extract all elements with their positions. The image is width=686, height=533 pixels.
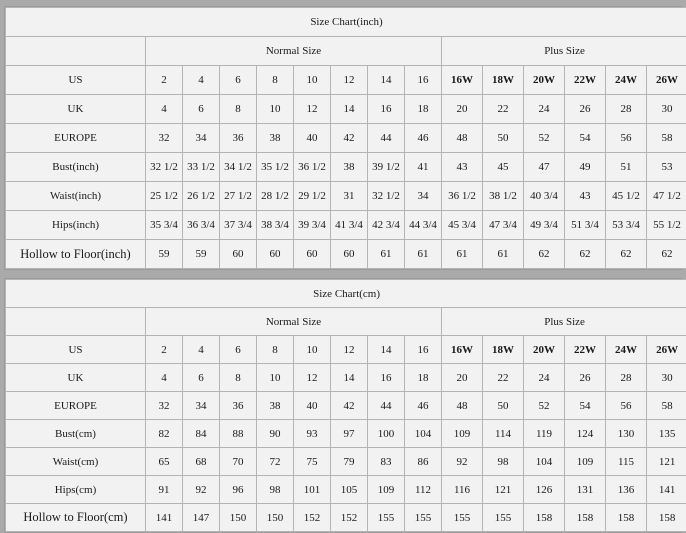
- cell: 38 3/4: [257, 211, 294, 240]
- cell: 86: [405, 448, 442, 476]
- cell: 26W: [647, 66, 686, 95]
- cell: 40 3/4: [524, 182, 565, 211]
- table-row: [6, 364, 686, 392]
- row-label: Waist(cm): [6, 448, 146, 476]
- cell: 33 1/2: [183, 153, 220, 182]
- row-label: Hollow to Floor(cm): [6, 504, 146, 532]
- cell: 26: [565, 364, 606, 392]
- cell: 50: [483, 124, 524, 153]
- cell: 60: [294, 240, 331, 269]
- cell: 96: [220, 476, 257, 504]
- cell: 52: [524, 392, 565, 420]
- cell: 31: [331, 182, 368, 211]
- cell: 51: [606, 153, 647, 182]
- cell: 4: [146, 364, 183, 392]
- cell: 152: [331, 504, 368, 532]
- table-row: [6, 211, 686, 240]
- cell: 136: [606, 476, 647, 504]
- cell: 20W: [524, 336, 565, 364]
- table-row: [6, 420, 686, 448]
- row-label: UK: [6, 95, 146, 124]
- cell: 22: [483, 95, 524, 124]
- cell: 82: [146, 420, 183, 448]
- cell: 114: [483, 420, 524, 448]
- table-row: [6, 504, 686, 532]
- cell: 91: [146, 476, 183, 504]
- cell: 84: [183, 420, 220, 448]
- table-row-title: [6, 8, 686, 37]
- group-header-normal: Normal Size: [146, 308, 442, 336]
- cell: 119: [524, 420, 565, 448]
- cell: 47 3/4: [483, 211, 524, 240]
- cell: 46: [405, 124, 442, 153]
- cell: 18W: [483, 66, 524, 95]
- cell: 109: [368, 476, 405, 504]
- table-row: [6, 240, 686, 269]
- cell: 59: [183, 240, 220, 269]
- cell: 43: [442, 153, 483, 182]
- cell: 29 1/2: [294, 182, 331, 211]
- cell: 4: [183, 336, 220, 364]
- cell: 130: [606, 420, 647, 448]
- cell: 105: [331, 476, 368, 504]
- cell: 16W: [442, 66, 483, 95]
- cell: 104: [524, 448, 565, 476]
- cell: 28: [606, 364, 647, 392]
- cell: 46: [405, 392, 442, 420]
- cell: 18: [405, 95, 442, 124]
- cell: 36 1/2: [294, 153, 331, 182]
- table-row: [6, 95, 686, 124]
- cell: 155: [368, 504, 405, 532]
- size-chart-inch-table: [5, 7, 686, 269]
- cell: 53: [647, 153, 686, 182]
- cell: 26: [565, 95, 606, 124]
- cell: 28: [606, 95, 647, 124]
- corner-cell: [6, 37, 146, 66]
- cell: 100: [368, 420, 405, 448]
- chart-title: Size Chart(inch): [6, 8, 686, 37]
- cell: 40: [294, 392, 331, 420]
- table-row-title: [6, 280, 686, 308]
- cell: 22W: [565, 336, 606, 364]
- cell: 48: [442, 124, 483, 153]
- cell: 135: [647, 420, 686, 448]
- cell: 20W: [524, 66, 565, 95]
- cell: 79: [331, 448, 368, 476]
- cell: 32: [146, 392, 183, 420]
- cell: 155: [483, 504, 524, 532]
- cell: 47: [524, 153, 565, 182]
- cell: 12: [294, 364, 331, 392]
- cell: 121: [647, 448, 686, 476]
- cell: 14: [331, 364, 368, 392]
- cell: 16: [368, 364, 405, 392]
- cell: 30: [647, 364, 686, 392]
- cell: 34 1/2: [220, 153, 257, 182]
- cell: 59: [146, 240, 183, 269]
- cell: 141: [647, 476, 686, 504]
- cell: 28 1/2: [257, 182, 294, 211]
- cell: 36: [220, 392, 257, 420]
- cell: 40: [294, 124, 331, 153]
- cell: 34: [183, 124, 220, 153]
- cell: 6: [183, 95, 220, 124]
- table-row: [6, 476, 686, 504]
- row-label: Hips(inch): [6, 211, 146, 240]
- cell: 34: [405, 182, 442, 211]
- cell: 101: [294, 476, 331, 504]
- cell: 36 3/4: [183, 211, 220, 240]
- cell: 45 1/2: [606, 182, 647, 211]
- cell: 10: [257, 364, 294, 392]
- cell: 126: [524, 476, 565, 504]
- cell: 42: [331, 124, 368, 153]
- cell: 18: [405, 364, 442, 392]
- cell: 36 1/2: [442, 182, 483, 211]
- cell: 53 3/4: [606, 211, 647, 240]
- cell: 56: [606, 392, 647, 420]
- cell: 24W: [606, 336, 647, 364]
- cell: 37 3/4: [220, 211, 257, 240]
- cell: 41 3/4: [331, 211, 368, 240]
- cell: 54: [565, 124, 606, 153]
- table-row: [6, 182, 686, 211]
- cell: 24: [524, 364, 565, 392]
- cell: 38 1/2: [483, 182, 524, 211]
- cell: 39 3/4: [294, 211, 331, 240]
- cell: 12: [294, 95, 331, 124]
- cell: 61: [483, 240, 524, 269]
- cell: 10: [257, 95, 294, 124]
- cell: 155: [442, 504, 483, 532]
- cell: 14: [368, 66, 405, 95]
- cell: 112: [405, 476, 442, 504]
- cell: 50: [483, 392, 524, 420]
- cell: 16: [405, 336, 442, 364]
- cell: 4: [183, 66, 220, 95]
- cell: 16: [405, 66, 442, 95]
- cell: 104: [405, 420, 442, 448]
- cell: 61: [368, 240, 405, 269]
- row-label: Hips(cm): [6, 476, 146, 504]
- row-label: UK: [6, 364, 146, 392]
- cell: 92: [183, 476, 220, 504]
- cell: 35 3/4: [146, 211, 183, 240]
- cell: 55 1/2: [647, 211, 686, 240]
- cell: 45: [483, 153, 524, 182]
- cell: 62: [524, 240, 565, 269]
- cell: 8: [257, 336, 294, 364]
- row-label: Hollow to Floor(inch): [6, 240, 146, 269]
- cell: 68: [183, 448, 220, 476]
- cell: 39 1/2: [368, 153, 405, 182]
- cell: 32 1/2: [368, 182, 405, 211]
- cell: 93: [294, 420, 331, 448]
- group-header-plus: Plus Size: [442, 308, 686, 336]
- cell: 12: [331, 336, 368, 364]
- cell: 14: [331, 95, 368, 124]
- row-label: Bust(cm): [6, 420, 146, 448]
- cell: 70: [220, 448, 257, 476]
- cell: 8: [220, 364, 257, 392]
- row-label: EUROPE: [6, 124, 146, 153]
- cell: 131: [565, 476, 606, 504]
- cell: 32: [146, 124, 183, 153]
- cell: 62: [647, 240, 686, 269]
- row-label: EUROPE: [6, 392, 146, 420]
- cell: 88: [220, 420, 257, 448]
- chart-title: Size Chart(cm): [6, 280, 686, 308]
- cell: 109: [442, 420, 483, 448]
- cell: 58: [647, 124, 686, 153]
- cell: 42 3/4: [368, 211, 405, 240]
- cell: 60: [220, 240, 257, 269]
- cell: 30: [647, 95, 686, 124]
- cell: 62: [606, 240, 647, 269]
- cell: 124: [565, 420, 606, 448]
- cell: 47 1/2: [647, 182, 686, 211]
- cell: 90: [257, 420, 294, 448]
- cell: 61: [405, 240, 442, 269]
- size-chart-cm: [4, 278, 682, 533]
- cell: 155: [405, 504, 442, 532]
- cell: 147: [183, 504, 220, 532]
- cell: 45 3/4: [442, 211, 483, 240]
- cell: 26 1/2: [183, 182, 220, 211]
- cell: 49: [565, 153, 606, 182]
- table-row: [6, 336, 686, 364]
- cell: 51 3/4: [565, 211, 606, 240]
- table-row: [6, 66, 686, 95]
- cell: 26W: [647, 336, 686, 364]
- table-row-group-headers: [6, 308, 686, 336]
- cell: 10: [294, 66, 331, 95]
- cell: 22W: [565, 66, 606, 95]
- cell: 97: [331, 420, 368, 448]
- table-row: [6, 448, 686, 476]
- row-label: Bust(inch): [6, 153, 146, 182]
- cell: 158: [647, 504, 686, 532]
- cell: 6: [220, 66, 257, 95]
- cell: 12: [331, 66, 368, 95]
- cell: 152: [294, 504, 331, 532]
- cell: 158: [565, 504, 606, 532]
- cell: 116: [442, 476, 483, 504]
- cell: 49 3/4: [524, 211, 565, 240]
- cell: 22: [483, 364, 524, 392]
- cell: 14: [368, 336, 405, 364]
- cell: 20: [442, 95, 483, 124]
- cell: 24W: [606, 66, 647, 95]
- cell: 38: [331, 153, 368, 182]
- table-row: [6, 153, 686, 182]
- row-label: US: [6, 66, 146, 95]
- cell: 41: [405, 153, 442, 182]
- table-row: [6, 124, 686, 153]
- cell: 27 1/2: [220, 182, 257, 211]
- cell: 2: [146, 66, 183, 95]
- group-header-normal: Normal Size: [146, 37, 442, 66]
- cell: 42: [331, 392, 368, 420]
- cell: 83: [368, 448, 405, 476]
- group-header-plus: Plus Size: [442, 37, 686, 66]
- cell: 20: [442, 364, 483, 392]
- cell: 44: [368, 392, 405, 420]
- cell: 32 1/2: [146, 153, 183, 182]
- row-label: Waist(inch): [6, 182, 146, 211]
- cell: 98: [257, 476, 294, 504]
- cell: 158: [606, 504, 647, 532]
- cell: 60: [257, 240, 294, 269]
- cell: 38: [257, 124, 294, 153]
- cell: 2: [146, 336, 183, 364]
- size-chart-inch: [4, 6, 682, 270]
- cell: 115: [606, 448, 647, 476]
- table-row: [6, 392, 686, 420]
- cell: 6: [183, 364, 220, 392]
- size-chart-cm-table: [5, 279, 686, 532]
- cell: 34: [183, 392, 220, 420]
- cell: 58: [647, 392, 686, 420]
- cell: 38: [257, 392, 294, 420]
- cell: 24: [524, 95, 565, 124]
- cell: 150: [257, 504, 294, 532]
- cell: 72: [257, 448, 294, 476]
- cell: 121: [483, 476, 524, 504]
- cell: 150: [220, 504, 257, 532]
- cell: 25 1/2: [146, 182, 183, 211]
- table-row-group-headers: [6, 37, 686, 66]
- cell: 60: [331, 240, 368, 269]
- cell: 8: [220, 95, 257, 124]
- cell: 4: [146, 95, 183, 124]
- cell: 8: [257, 66, 294, 95]
- cell: 10: [294, 336, 331, 364]
- cell: 16: [368, 95, 405, 124]
- cell: 109: [565, 448, 606, 476]
- cell: 65: [146, 448, 183, 476]
- cell: 16W: [442, 336, 483, 364]
- cell: 75: [294, 448, 331, 476]
- cell: 35 1/2: [257, 153, 294, 182]
- cell: 98: [483, 448, 524, 476]
- cell: 43: [565, 182, 606, 211]
- cell: 48: [442, 392, 483, 420]
- cell: 18W: [483, 336, 524, 364]
- cell: 62: [565, 240, 606, 269]
- cell: 158: [524, 504, 565, 532]
- cell: 52: [524, 124, 565, 153]
- cell: 36: [220, 124, 257, 153]
- row-label: US: [6, 336, 146, 364]
- cell: 61: [442, 240, 483, 269]
- cell: 44: [368, 124, 405, 153]
- cell: 6: [220, 336, 257, 364]
- cell: 44 3/4: [405, 211, 442, 240]
- cell: 54: [565, 392, 606, 420]
- corner-cell: [6, 308, 146, 336]
- cell: 56: [606, 124, 647, 153]
- cell: 141: [146, 504, 183, 532]
- cell: 92: [442, 448, 483, 476]
